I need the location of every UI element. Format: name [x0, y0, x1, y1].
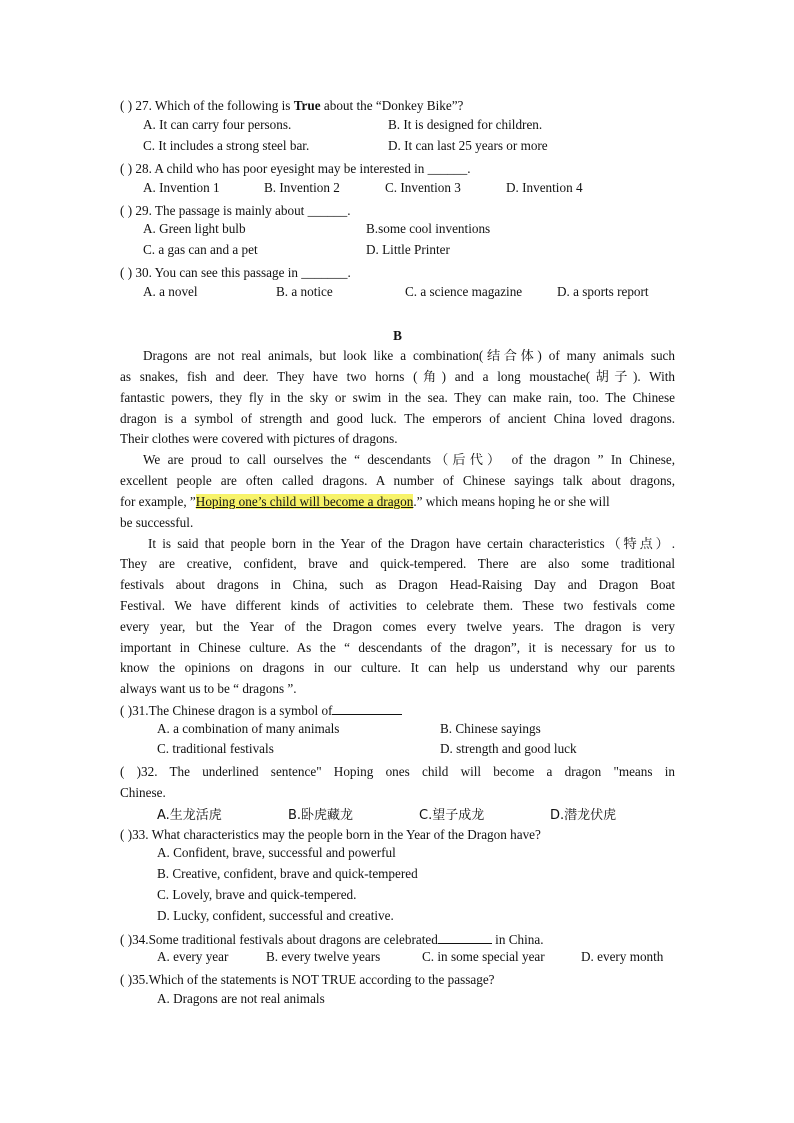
passage-p3-line-7: know the opinions on dragons in our culture. It can help us understand why our parents	[120, 660, 675, 675]
passage-p2-line-1: We are proud to call ourselves the “ descendants（后代） of the dragon ” In Chinese,	[143, 452, 675, 467]
q35-option-a: A. Dragons are not real animals	[157, 991, 325, 1006]
q31-option-b: B. Chinese sayings	[440, 721, 541, 736]
q28-option-a: A. Invention 1	[143, 180, 220, 195]
question-28-stem: ( ) 28. A child who has poor eyesight may be interested in ______.	[120, 161, 471, 176]
section-b-heading: B	[393, 328, 402, 343]
passage-p2-line-2: excellent people are often called dragons. A number of Chinese sayings talk about dragons,	[120, 473, 675, 488]
passage-p1-line-3: fantastic powers, they fly in the sky or swim in the sea. They can make rain, too. The Chinese	[120, 390, 675, 405]
q32-option-c: C.望子成龙	[419, 808, 485, 823]
passage-p2-line-3: for example, ”Hoping one’s child will become a dragon.” which means hoping he or she will	[120, 494, 610, 509]
question-31-stem: ( )31.The Chinese dragon is a symbol of	[120, 700, 675, 721]
question-30-stem: ( ) 30. You can see this passage in _______.	[120, 265, 351, 280]
q28-option-b: B. Invention 2	[264, 180, 340, 195]
q27-option-c: C. It includes a strong steel bar.	[143, 138, 310, 153]
answer-blank	[332, 700, 402, 715]
q33-option-b: B. Creative, confident, brave and quick-tempered	[157, 866, 418, 881]
question-32-stem-line-1: ( )32. The underlined sentence" Hoping ones child will become a dragon "means in	[120, 764, 675, 779]
q30-option-a: A. a novel	[143, 284, 198, 299]
question-29-stem: ( ) 29. The passage is mainly about ______.	[120, 203, 351, 218]
q31-option-a: A. a combination of many animals	[157, 721, 340, 736]
passage-p2-line-4: be successful.	[120, 515, 194, 530]
passage-p1-line-1: Dragons are not real animals, but look like a combination(结合体) of many animals such	[143, 348, 675, 363]
q33-option-c: C. Lovely, brave and quick-tempered.	[157, 887, 357, 902]
q28-option-c: C. Invention 3	[385, 180, 461, 195]
question-33-stem: ( )33. What characteristics may the people born in the Year of the Dragon have?	[120, 827, 541, 842]
q33-option-d: D. Lucky, confident, successful and creative.	[157, 908, 394, 923]
passage-p3-line-4: Festival. We have different kinds of activities to celebrate them. These two festivals come	[120, 598, 675, 613]
question-32-stem-line-2: Chinese.	[120, 785, 166, 800]
q30-option-d: D. a sports report	[557, 284, 649, 299]
passage-p3-line-1: It is said that people born in the Year of the Dragon have certain characteristics（特点）.	[148, 536, 675, 551]
passage-p3-line-2: They are creative, confident, brave and quick-tempered. There are also some traditional	[120, 556, 675, 571]
q27-option-a: A. It can carry four persons.	[143, 117, 292, 132]
passage-p1-line-2: as snakes, fish and deer. They have two horns (角) and a long moustache(胡子). With	[120, 369, 675, 384]
q32-option-b: B.卧虎藏龙	[288, 808, 354, 823]
q30-option-c: C. a science magazine	[405, 284, 523, 299]
passage-p1-line-4: dragon is a symbol of strength and good luck. The emperors of ancient China loved dragons.	[120, 411, 675, 426]
q27-option-d: D. It can last 25 years or more	[388, 138, 548, 153]
question-34-stem: ( )34.Some traditional festivals about dragons are celebrated in China.	[120, 929, 675, 950]
answer-blank	[438, 929, 492, 944]
q31-option-c: C. traditional festivals	[157, 741, 274, 756]
passage-p3-line-3: festivals about dragons in China, such as Dragon Head-Raising Day and Dragon Boat	[120, 577, 675, 592]
q34-option-c: C. in some special year	[422, 949, 545, 964]
question-35-stem: ( )35.Which of the statements is NOT TRUE according to the passage?	[120, 972, 495, 987]
q27-option-b: B. It is designed for children.	[388, 117, 543, 132]
passage-p3-line-6: important in Chinese culture. As the “ descendants of the dragon”, it is necessary for us to	[120, 640, 675, 655]
q34-option-b: B. every twelve years	[266, 949, 381, 964]
q34-option-d: D. every month	[581, 949, 664, 964]
q32-option-d: D.潜龙伏虎	[550, 808, 617, 823]
q32-option-a: A.生龙活虎	[157, 808, 222, 823]
q29-option-c: C. a gas can and a pet	[143, 242, 258, 257]
passage-p3-line-8: always want us to be “ dragons ”.	[120, 681, 297, 696]
q33-option-a: A. Confident, brave, successful and powerful	[157, 845, 396, 860]
q30-option-b: B. a notice	[276, 284, 333, 299]
question-27-stem: ( ) 27. Which of the following is True about the “Donkey Bike”?	[120, 98, 464, 113]
q29-option-b: B.some cool inventions	[366, 221, 491, 236]
passage-p1-line-5: Their clothes were covered with pictures of dragons.	[120, 431, 398, 446]
q28-option-d: D. Invention 4	[506, 180, 583, 195]
underlined-highlighted-sentence: Hoping one’s child will become a dragon	[195, 494, 414, 509]
q29-option-a: A. Green light bulb	[143, 221, 246, 236]
q29-option-d: D. Little Printer	[366, 242, 450, 257]
passage-p3-line-5: every year, but the Year of the Dragon comes every twelve years. The dragon is very	[120, 619, 675, 634]
q34-option-a: A. every year	[157, 949, 229, 964]
q31-option-d: D. strength and good luck	[440, 741, 577, 756]
